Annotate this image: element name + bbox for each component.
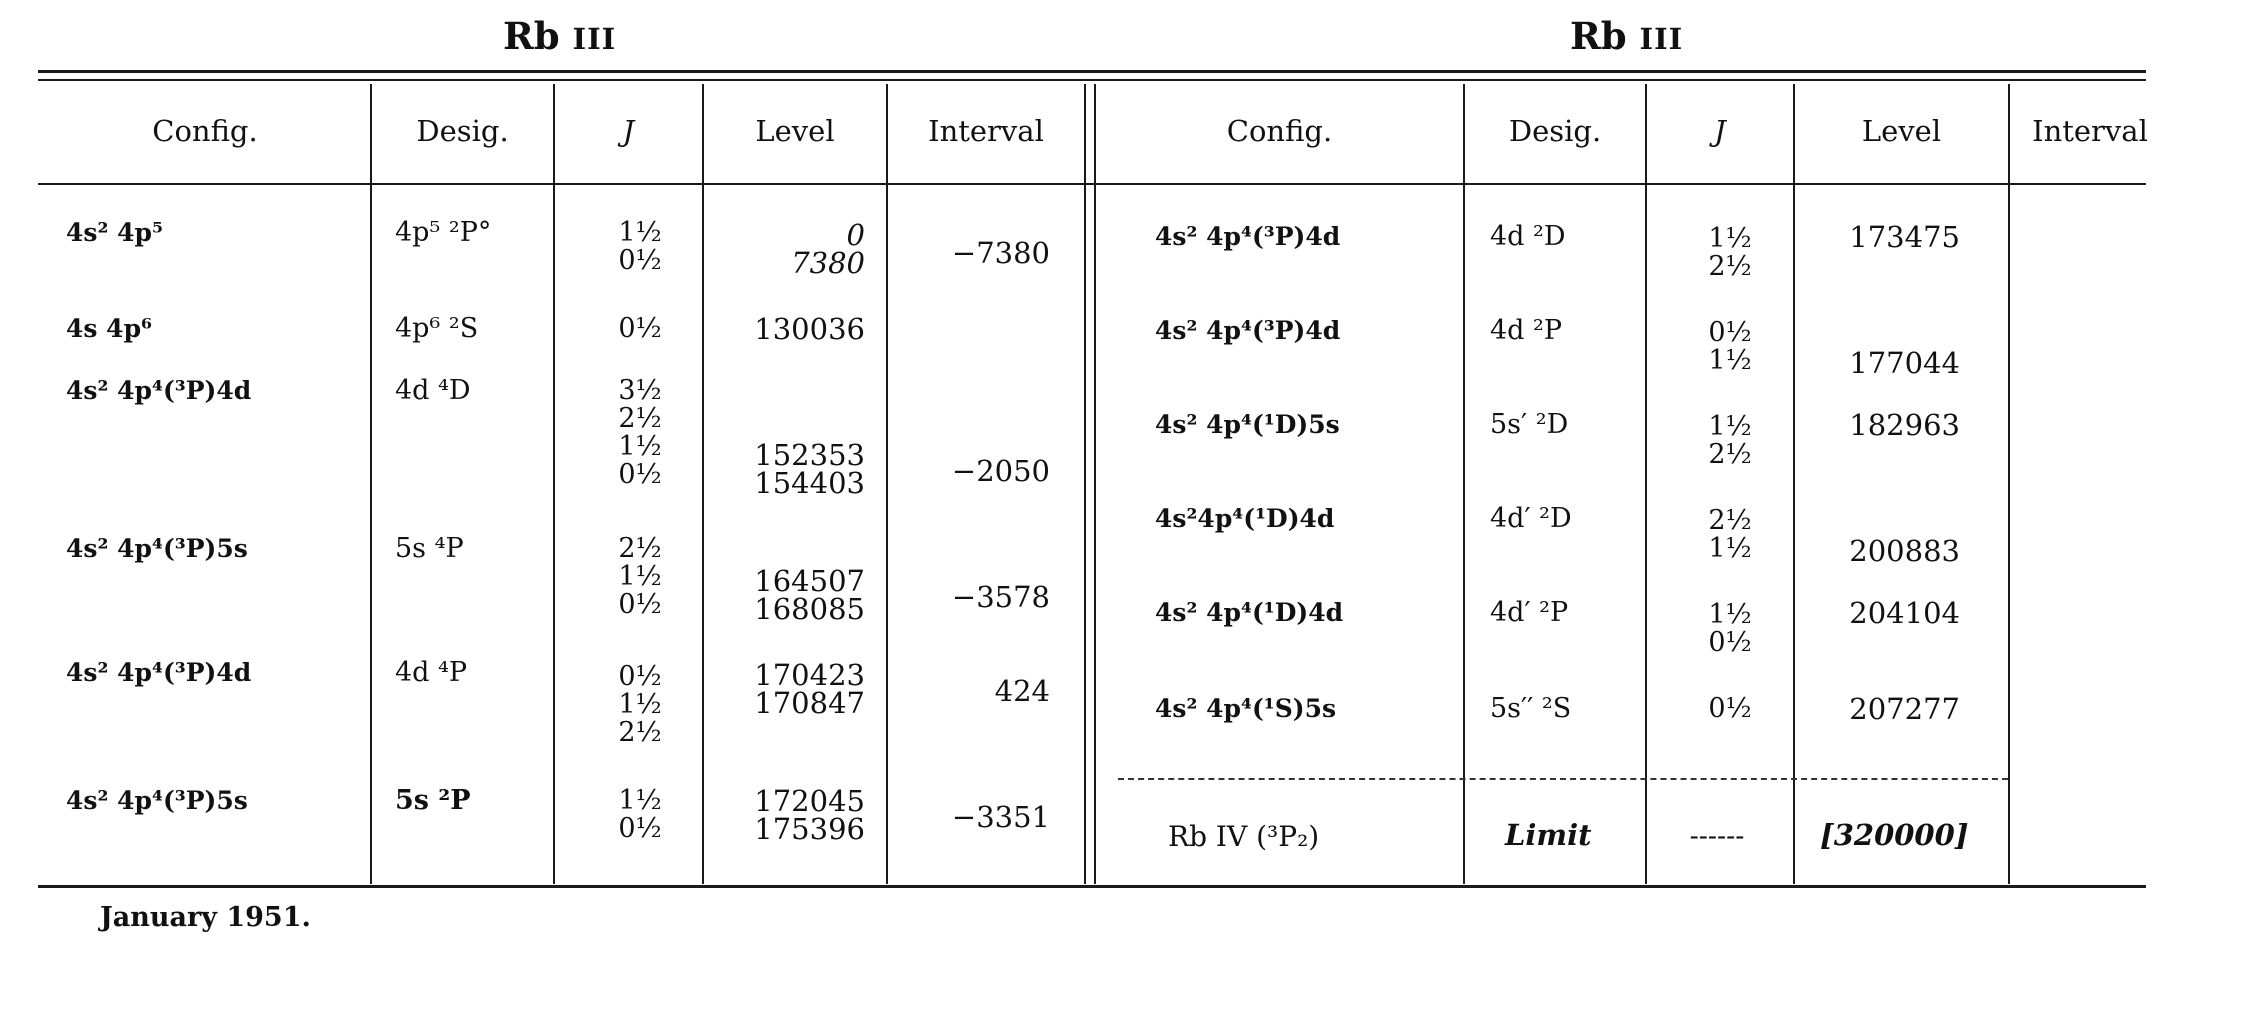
desig-cell: 4d′ ²P bbox=[1490, 597, 1569, 628]
header-desig: Desig. bbox=[1508, 114, 1602, 148]
j-value: 3½ bbox=[618, 375, 662, 406]
j-value: 2½ bbox=[1708, 251, 1752, 282]
j-value: 1½ bbox=[618, 689, 662, 720]
j-value: 1½ bbox=[618, 561, 662, 592]
col-divider bbox=[2008, 84, 2010, 884]
header-desig: Desig. bbox=[416, 114, 509, 148]
header-level: Level bbox=[1861, 114, 1942, 148]
header-j: J bbox=[622, 114, 635, 148]
limit-desig: Limit bbox=[1505, 818, 1592, 852]
j-value: 0½ bbox=[618, 313, 662, 344]
col-divider bbox=[370, 84, 372, 884]
level-value: 152353 bbox=[754, 438, 865, 472]
level-value: 172045 bbox=[754, 784, 865, 818]
header-interval: Interval bbox=[928, 114, 1044, 148]
interval-value: −7380 bbox=[951, 236, 1050, 270]
header-config: Config. bbox=[1226, 114, 1333, 148]
config-cell: 4s² 4p⁴(¹D)4d bbox=[1155, 598, 1344, 627]
level-value: 177044 bbox=[1849, 346, 1960, 380]
j-value: 1½ bbox=[1708, 533, 1752, 564]
config-cell: 4s² 4p⁴(³P)4d bbox=[66, 376, 252, 405]
desig-cell: 5s ²P bbox=[395, 785, 471, 816]
level-value: 207277 bbox=[1849, 692, 1960, 726]
config-cell: 4s² 4p⁴(³P)4d bbox=[66, 658, 252, 687]
j-value: 2½ bbox=[1708, 439, 1752, 470]
j-value: 1½ bbox=[618, 217, 662, 248]
right-title-ion: III bbox=[1639, 22, 1684, 56]
level-value: 170423 bbox=[754, 658, 865, 692]
level-value: 168085 bbox=[754, 592, 865, 626]
level-value: 200883 bbox=[1849, 534, 1960, 568]
top-rule-2 bbox=[38, 79, 2146, 81]
desig-cell: 4d ⁴P bbox=[395, 657, 468, 688]
left-title-element: Rb bbox=[503, 14, 560, 58]
interval-value: −3351 bbox=[951, 800, 1050, 834]
level-value: 130036 bbox=[754, 312, 865, 346]
col-divider bbox=[1645, 84, 1647, 884]
col-divider bbox=[886, 84, 888, 884]
col-divider bbox=[1793, 84, 1795, 884]
bottom-rule bbox=[38, 885, 2146, 888]
j-value: 0½ bbox=[618, 245, 662, 276]
limit-j: ------ bbox=[1689, 821, 1745, 852]
left-title-ion: III bbox=[572, 22, 617, 56]
header-rule bbox=[38, 183, 2146, 185]
desig-cell: 4d ²D bbox=[1490, 221, 1566, 252]
config-cell: 4s² 4p⁴(³P)5s bbox=[66, 534, 248, 563]
config-cell: 4s² 4p⁴(¹D)5s bbox=[1155, 410, 1340, 439]
j-value: 1½ bbox=[618, 785, 662, 816]
limit-separator bbox=[1118, 778, 2008, 780]
config-cell: 4s² 4p⁴(³P)5s bbox=[66, 786, 248, 815]
limit-config: Rb IV (³P₂) bbox=[1168, 820, 1320, 853]
level-value: 182963 bbox=[1849, 408, 1960, 442]
config-cell: 4s 4p⁶ bbox=[66, 314, 152, 343]
config-cell: 4s² 4p⁵ bbox=[66, 218, 163, 247]
top-rule-1 bbox=[38, 70, 2146, 73]
j-value: 1½ bbox=[618, 431, 662, 462]
config-cell: 4s² 4p⁴(¹S)5s bbox=[1155, 694, 1337, 723]
j-value: 2½ bbox=[1708, 505, 1752, 536]
desig-cell: 5s′ ²D bbox=[1490, 409, 1569, 440]
desig-cell: 5s ⁴P bbox=[395, 533, 464, 564]
level-value: 7380 bbox=[791, 246, 865, 280]
header-level: Level bbox=[755, 114, 835, 148]
level-value: 164507 bbox=[754, 564, 865, 598]
header-j: J bbox=[1714, 114, 1726, 148]
interval-value: −3578 bbox=[951, 580, 1050, 614]
level-value: 170847 bbox=[754, 686, 865, 720]
j-value: 2½ bbox=[618, 717, 662, 748]
j-value: 2½ bbox=[618, 533, 662, 564]
header-config: Config. bbox=[152, 114, 258, 148]
desig-cell: 4d ²P bbox=[1490, 315, 1563, 346]
j-value: 1½ bbox=[1708, 599, 1752, 630]
j-value: 0½ bbox=[1708, 693, 1752, 724]
j-value: 1½ bbox=[1708, 223, 1752, 254]
j-value: 0½ bbox=[618, 589, 662, 620]
level-value: 154403 bbox=[754, 466, 865, 500]
desig-cell: 5s′′ ²S bbox=[1490, 693, 1572, 724]
desig-cell: 4d′ ²D bbox=[1490, 503, 1572, 534]
config-cell: 4s² 4p⁴(³P)4d bbox=[1155, 316, 1341, 345]
level-value: 175396 bbox=[754, 812, 865, 846]
j-value: 0½ bbox=[618, 661, 662, 692]
interval-value: −2050 bbox=[951, 454, 1050, 488]
config-cell: 4s²4p⁴(¹D)4d bbox=[1155, 504, 1335, 533]
col-divider bbox=[553, 84, 555, 884]
left-table-title bbox=[503, 14, 616, 58]
j-value: 0½ bbox=[618, 459, 662, 490]
j-value: 0½ bbox=[1708, 317, 1752, 348]
j-value: 1½ bbox=[1708, 411, 1752, 442]
date-footnote: January 1951. bbox=[100, 902, 311, 933]
limit-level: [320000] bbox=[1820, 818, 1969, 852]
config-cell: 4s² 4p⁴(³P)4d bbox=[1155, 222, 1341, 251]
right-title-element: Rb bbox=[1570, 14, 1627, 58]
interval-value: 424 bbox=[994, 674, 1050, 708]
desig-cell: 4p⁵ ²P° bbox=[395, 217, 492, 248]
j-value: 1½ bbox=[1708, 345, 1752, 376]
header-interval: Interval bbox=[2032, 114, 2148, 148]
table-divider bbox=[1094, 84, 1096, 884]
desig-cell: 4d ⁴D bbox=[395, 375, 471, 406]
col-divider bbox=[1463, 84, 1465, 884]
j-value: 0½ bbox=[1708, 627, 1752, 658]
level-value: 173475 bbox=[1849, 220, 1960, 254]
j-value: 2½ bbox=[618, 403, 662, 434]
level-value: 0 bbox=[846, 218, 865, 252]
right-table-title bbox=[1570, 14, 1683, 58]
desig-cell: 4p⁶ ²S bbox=[395, 313, 479, 344]
table-divider bbox=[1084, 84, 1086, 884]
j-value: 0½ bbox=[618, 813, 662, 844]
level-value: 204104 bbox=[1849, 596, 1960, 630]
